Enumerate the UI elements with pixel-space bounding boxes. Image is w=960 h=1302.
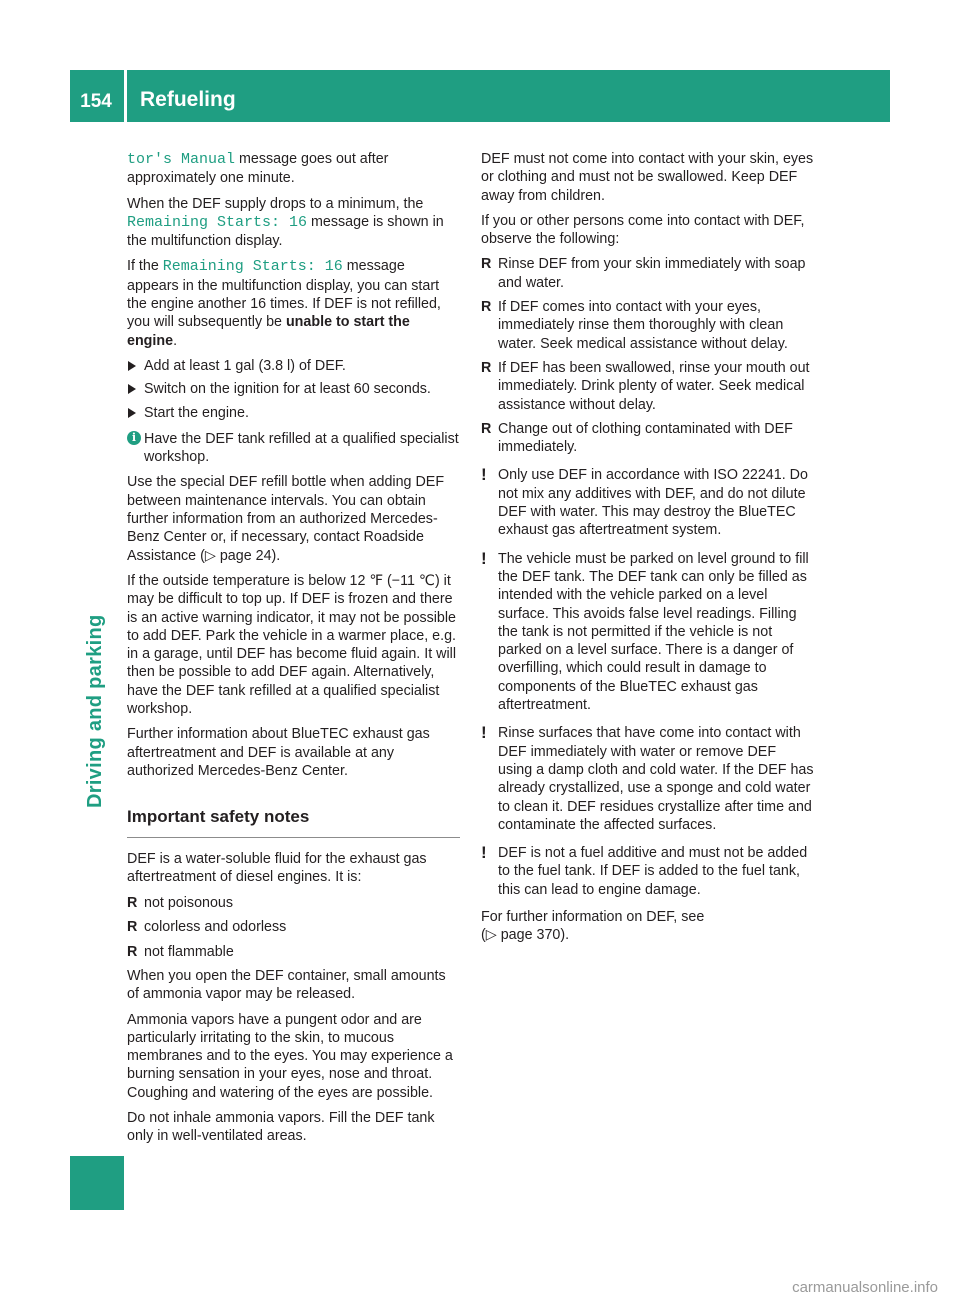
step-list bbox=[127, 357, 460, 422]
bullet-icon: R bbox=[481, 256, 492, 273]
step-arrow-icon bbox=[128, 408, 136, 418]
side-section-label bbox=[84, 158, 112, 808]
paragraph: Do not inhale ammonia vapors. Fill the DEF tank only in well-ventilated areas. bbox=[127, 1110, 435, 1145]
list-item: R Rinse DEF from your skin immediately with soap and water. bbox=[481, 256, 806, 291]
step-item: Add at least 1 gal (3.8 l) of DEF. bbox=[127, 357, 460, 375]
page-title: Refueling bbox=[140, 88, 236, 111]
paragraph: DEF is a water-soluble fluid for the exhaust gas aftertreatment of diesel engines. It is: bbox=[127, 850, 427, 885]
page-reference[interactable]: page 24). bbox=[219, 547, 281, 564]
step-item: Switch on the ignition for at least 60 seconds. bbox=[127, 380, 460, 398]
side-tab-block bbox=[70, 1156, 124, 1210]
warning-note: ! Rinse surfaces that have come into contact with DEF immediately with water or remove DEF using a damp cloth and cold water. If the DEF has already crystallized, use a sponge and cold water to clean it. DEF residues crystallize after time and contaminate the affected surfaces. bbox=[481, 723, 814, 833]
side-section-text: Driving and parking bbox=[84, 614, 106, 808]
page-reference[interactable]: page 370). bbox=[500, 927, 570, 944]
list-item: R If DEF has been swallowed, rinse your mouth out immediately. Drink plenty of water. Seek medical assistance without delay. bbox=[481, 359, 810, 413]
paragraph: If the outside temperature is below 12 ℉ (−11 ℃) it may be difficult to top up. If DEF is frozen and there is an active warning indicator, it may not be possible to add DEF. Park the vehicle in a warmer place, e.g. in a garage, until DEF has become fluid again. It will then be possible to add DEF again. Alternatively, have the DEF tank refilled at a qualified specialist workshop. bbox=[127, 572, 457, 718]
page-ref-arrow-icon: ▷ bbox=[485, 927, 501, 944]
bullet-icon: R bbox=[481, 359, 492, 376]
info-note: i Have the DEF tank refilled at a qualified specialist workshop. bbox=[127, 430, 460, 467]
bullet-icon: R bbox=[127, 895, 138, 912]
bullet-icon: R bbox=[127, 943, 138, 960]
paragraph: tor's Manual message goes out after approximately one minute. bbox=[127, 151, 389, 187]
display-message: Remaining Starts: 16 bbox=[127, 213, 308, 231]
watermark: carmanualsonline.info bbox=[792, 1279, 938, 1296]
paragraph: Further information about BlueTEC exhaust gas aftertreatment and DEF is available at any authorized Mercedes-Benz Center. bbox=[127, 726, 430, 779]
first-aid-list bbox=[481, 255, 814, 456]
bullet-icon: R bbox=[481, 299, 492, 316]
display-message: Remaining Starts: 16 bbox=[162, 258, 343, 276]
section-heading: Important safety notes bbox=[127, 808, 460, 837]
bullet-icon: R bbox=[481, 420, 492, 437]
property-list bbox=[127, 894, 460, 961]
warning-icon: ! bbox=[481, 465, 487, 485]
paragraph: If the Remaining Starts: 16 message appears in the multifunction display, you can start the engine another 16 times. If DEF is not refilled, you will subsequently be unable to start the engine. bbox=[127, 258, 441, 349]
info-icon: i bbox=[127, 431, 141, 445]
paragraph: Use the special DEF refill bottle when adding DEF between maintenance intervals. You can obtain further information from an authorized Mercedes-Benz Center or, if necessary, contact Roadside Assistance (▷ page 24). bbox=[127, 474, 445, 564]
display-message: tor's Manual bbox=[127, 151, 236, 168]
paragraph: Ammonia vapors have a pungent odor and are particularly irritating to the skin, to mucous membranes and to the eyes. You may experience a burning sensation in your eyes, nose and throat. Coughing and watering of the eyes are possible. bbox=[127, 1011, 453, 1101]
warning-icon: ! bbox=[481, 843, 487, 863]
list-item: R not flammable bbox=[127, 943, 234, 960]
step-item: Start the engine. bbox=[127, 404, 460, 422]
left-column bbox=[127, 150, 460, 1153]
list-item: R not poisonous bbox=[127, 895, 234, 912]
warning-icon: ! bbox=[481, 548, 487, 568]
bullet-icon: R bbox=[127, 919, 138, 936]
paragraph: If you or other persons come into contact with DEF, observe the following: bbox=[481, 212, 805, 248]
warning-note: ! The vehicle must be parked on level ground to fill the DEF tank. The DEF tank can only be filled as intended with the vehicle parked on a level surface. This avoids false level readings. Filling the tank is not permitted if the vehicle is not parked on a level surface. There is a danger of overfilling, which could result in damage to components of the BlueTEC exhaust gas aftertreatment. bbox=[481, 548, 809, 714]
paragraph: When the DEF supply drops to a minimum, the Remaining Starts: 16 message is shown in the multifunction display. bbox=[127, 195, 444, 250]
header-separator bbox=[124, 70, 127, 122]
page-number: 154 bbox=[80, 91, 112, 112]
warning-icon: ! bbox=[481, 723, 487, 743]
right-column bbox=[481, 150, 814, 952]
step-arrow-icon bbox=[128, 384, 136, 394]
list-item: R Change out of clothing contaminated with DEF immediately. bbox=[481, 420, 793, 456]
list-item: R If DEF comes into contact with your eyes, immediately rinse them thoroughly with clean water. Seek medical assistance without delay. bbox=[481, 299, 788, 352]
paragraph: When you open the DEF container, small amounts of ammonia vapor may be released. bbox=[127, 967, 446, 1003]
step-arrow-icon bbox=[128, 361, 136, 371]
warning-note: ! Only use DEF in accordance with ISO 22241. Do not mix any additives with DEF, and do not dilute DEF with water. This may destroy the BlueTEC exhaust gas aftertreatment system. bbox=[481, 465, 808, 539]
warning-note: ! DEF is not a fuel additive and must not be added to the fuel tank. If DEF is added to the fuel tank, this can lead to engine damage. bbox=[481, 843, 808, 898]
paragraph: DEF must not come into contact with your skin, eyes or clothing and must not be swallowed. Keep DEF away from children. bbox=[481, 151, 814, 204]
page-ref-arrow-icon: ▷ bbox=[204, 547, 220, 564]
list-item: R colorless and odorless bbox=[127, 919, 287, 936]
paragraph: For further information on DEF, see (▷ page 370). bbox=[481, 908, 705, 944]
